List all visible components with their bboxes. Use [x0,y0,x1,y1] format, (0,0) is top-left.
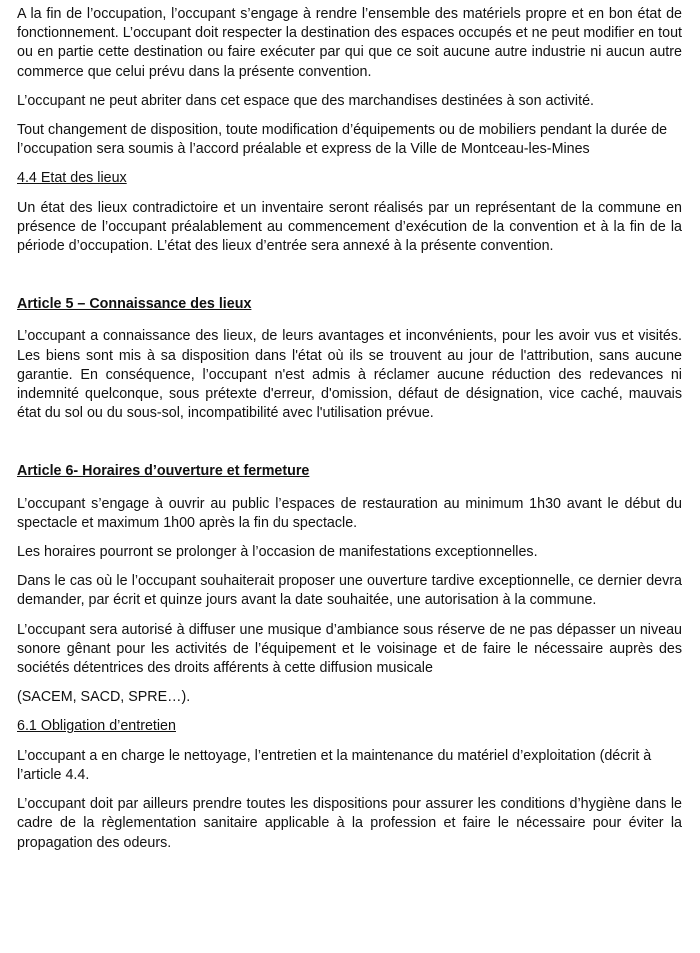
paragraph-knowledge-of-premises: L’occupant a connaissance des lieux, de leurs avantages et inconvénients, pour les avoir vus et visités. Les biens sont mis à sa disposition dans l'état où ils se trouvent au jour de l'attribution, sans aucune garantie. En conséquence, l’occupant n'est admis à réclamer aucune réduction des redevances ni indemnité quelconque, sous prétexte d'erreur, d'omission, défaut de désignation, vice caché, mauvais état du sol ou du sous-sol, incompatibilité avec l'utilisation prévue. [17,328,682,422]
article-heading-6: Article 6- Horaires d’ouverture et fermeture [17,463,310,480]
paragraph-end-of-occupation: A la fin de l’occupation, l’occupant s’engage à rendre l’ensemble des matériels propre et en bon état de fonctionnement. L’occupant doit respecter la destination des espaces occupés et ne peut modifier en tout ou en partie cette destination ou faire exécuter par qui que ce soit aucune autre industrie ni aucun autre commerce que celui prévu dans la présente convention. [17,6,682,80]
section-heading-4-4: 4.4 Etat des lieux [17,170,127,187]
paragraph-maintenance: L’occupant a en charge le nettoyage, l’entretien et la maintenance du matériel d’exploitation (décrit à l’article 4.4. [17,747,652,783]
paragraph-layout-changes: Tout changement de disposition, toute modification d’équipements ou de mobiliers pendant la durée de l’occupation sera soumis à l’accord préalable et express de la Ville de Montceau-les-Mines [17,122,668,158]
paragraph-background-music: L’occupant sera autorisé à diffuser une musique d’ambiance sous réserve de ne pas dépasser un niveau sonore gênant pour les activités de l’équipement et le voisinage et de faire le nécessaire auprès des sociétés détentrices des droits afférents à cette diffusion musicale [17,621,682,677]
section-heading-6-1: 6.1 Obligation d’entretien [17,718,176,735]
paragraph-late-opening: Dans le cas où le l’occupant souhaiterait proposer une ouverture tardive exceptionnelle, ce dernier devra demander, par écrit et quinze jours avant la date souhaitée, une autorisation à la commune. [17,573,682,609]
paragraph-goods-storage: L’occupant ne peut abriter dans cet espace que des marchandises destinées à son activité. [17,92,595,109]
paragraph-opening-hours: L’occupant s’engage à ouvrir au public l’espaces de restauration au minimum 1h30 avant le début du spectacle et maximum 1h00 après la fin du spectacle. [17,495,682,531]
paragraph-rights-societies: (SACEM, SACD, SPRE…). [17,689,191,706]
spacer [17,266,682,295]
paragraph-inventory: Un état des lieux contradictoire et un inventaire seront réalisés par un représentant de la commune en présence de l’occupant préalablement au commencement d’exécution de la convention et à la fin de la période d’occupation. L’état des lieux d’entrée sera annexé à la présente convention. [17,199,682,255]
spacer [17,433,682,462]
document-page [17,5,682,863]
paragraph-hygiene: L’occupant doit par ailleurs prendre toutes les dispositions pour assurer les conditions d’hygiène dans le cadre de la règlementation sanitaire applicable à la profession et faire le nécessaire pour éviter la propagation des odeurs. [17,796,682,851]
article-heading-5: Article 5 – Connaissance des lieux [17,296,252,313]
paragraph-extended-hours: Les horaires pourront se prolonger à l’occasion de manifestations exceptionnelles. [17,544,538,561]
